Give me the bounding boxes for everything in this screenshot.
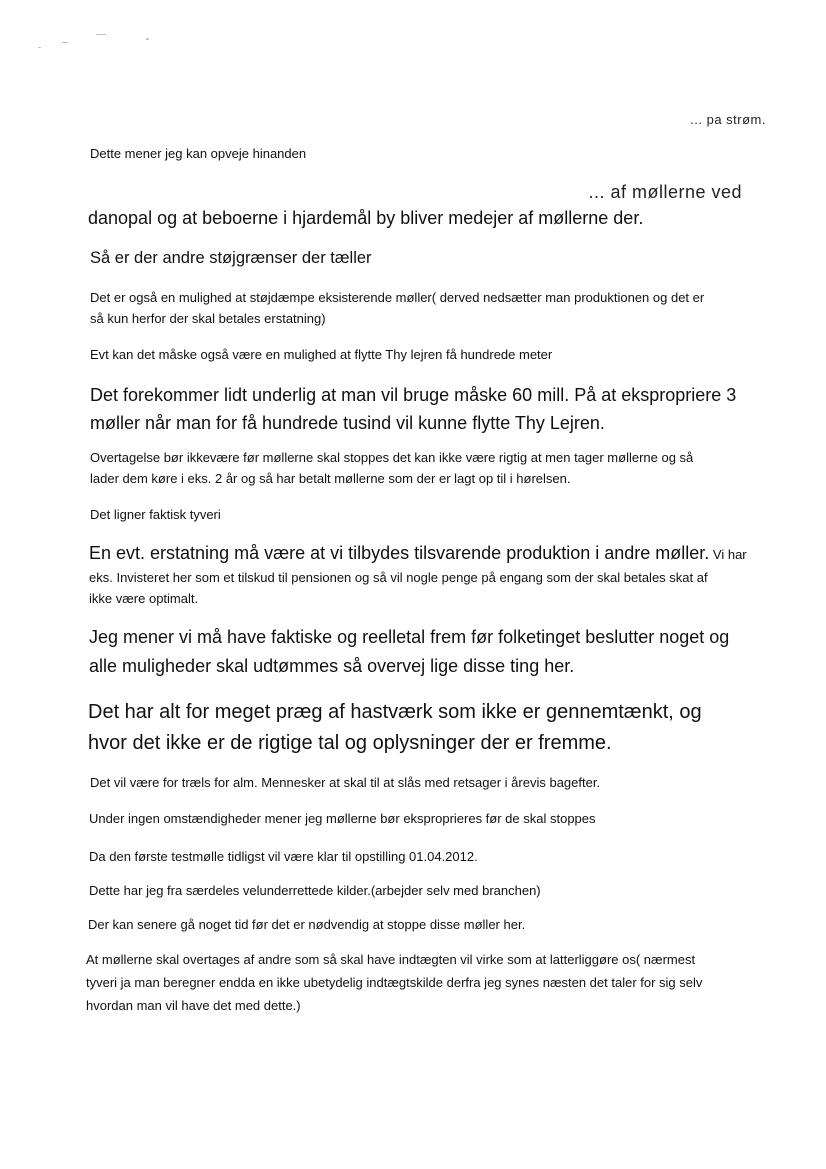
paragraph-line: Det er også en mulighed at støjdæmpe eksisterende møller( derved nedsætter man produktionen og det er	[90, 290, 705, 305]
small-text: Vi har	[709, 547, 747, 562]
scan-speck	[146, 38, 149, 40]
paragraph: Da den første testmølle tidligst vil være klar til opstilling 01.04.2012.	[89, 849, 478, 864]
paragraph: Det vil være for træls for alm. Mennesker at skal til at slås med retsager i årevis bagefter.	[90, 775, 601, 790]
paragraph: danopal og at beboerne i hjardemål by bliver medejer af møllerne der.	[88, 208, 644, 228]
paragraph: Dette mener jeg kan opveje hinanden	[90, 146, 307, 161]
paragraph-line: Overtagelse bør ikkevære før møllerne skal stoppes det kan ikke være rigtig at men tager møllerne og så	[90, 450, 694, 465]
paragraph-line: tyveri ja man beregner endda en ikke ubetydelig indtægtskilde derfra jeg synes næsten det taler for sig selv	[86, 975, 703, 990]
paragraph: Evt kan det måske også være en mulighed at flytte Thy lejren få hundrede meter	[90, 347, 553, 362]
paragraph: Der kan senere gå noget tid før det er nødvendig at stoppe disse møller her.	[88, 917, 526, 932]
paragraph-line: hvor det ikke er de rigtige tal og oplysninger der er fremme.	[88, 732, 612, 754]
paragraph-line: Det har alt for meget præg af hastværk som ikke er gennemtænkt, og	[88, 701, 702, 723]
paragraph-line	[89, 538, 747, 570]
paragraph-line: Jeg mener vi må have faktiske og reelletal frem før folketinget beslutter noget og	[89, 627, 730, 647]
cut-off-text-fragment: ... pa strøm.	[690, 112, 766, 127]
paragraph: Dette har jeg fra særdeles velunderrettede kilder.(arbejder selv med branchen)	[89, 883, 541, 898]
scan-speck	[62, 42, 68, 43]
paragraph-line: alle muligheder skal udtømmes så overvej lige disse ting her.	[89, 656, 575, 676]
paragraph: Under ingen omstændigheder mener jeg møllerne bør eksproprieres før de skal stoppes	[89, 811, 596, 826]
paragraph: Så er der andre støjgrænser der tæller	[90, 249, 372, 267]
paragraph: Det ligner faktisk tyveri	[90, 507, 221, 522]
paragraph-line: At møllerne skal overtages af andre som så skal have indtægten vil virke som at latterliggøre os( nærmest	[86, 952, 696, 967]
paragraph-line: ikke være optimalt.	[89, 591, 199, 606]
paragraph-line: eks. Invisteret her som et tilskud til pensionen og så vil nogle penge på engang som der skal betales skat af	[89, 570, 708, 585]
paragraph-line: lader dem køre i eks. 2 år og så har betalt møllerne som der er lagt op til i hørelsen.	[90, 471, 571, 486]
paragraph-line: hvordan man vil have det med dette.)	[86, 998, 301, 1013]
paragraph-line: møller når man for få hundrede tusind vil kunne flytte Thy Lejren.	[90, 413, 605, 433]
emphasized-text: En evt. erstatning må være at vi tilbydes tilsvarende produktion i andre møller.	[89, 543, 710, 563]
scan-speck	[96, 34, 106, 35]
paragraph-line: Det forekommer lidt underlig at man vil bruge måske 60 mill. På at ekspropriere 3	[90, 385, 737, 405]
scan-speck	[38, 47, 41, 48]
paragraph-line: så kun herfor der skal betales erstatning)	[90, 311, 326, 326]
cut-off-text-fragment: ... af møllerne ved	[588, 182, 742, 202]
